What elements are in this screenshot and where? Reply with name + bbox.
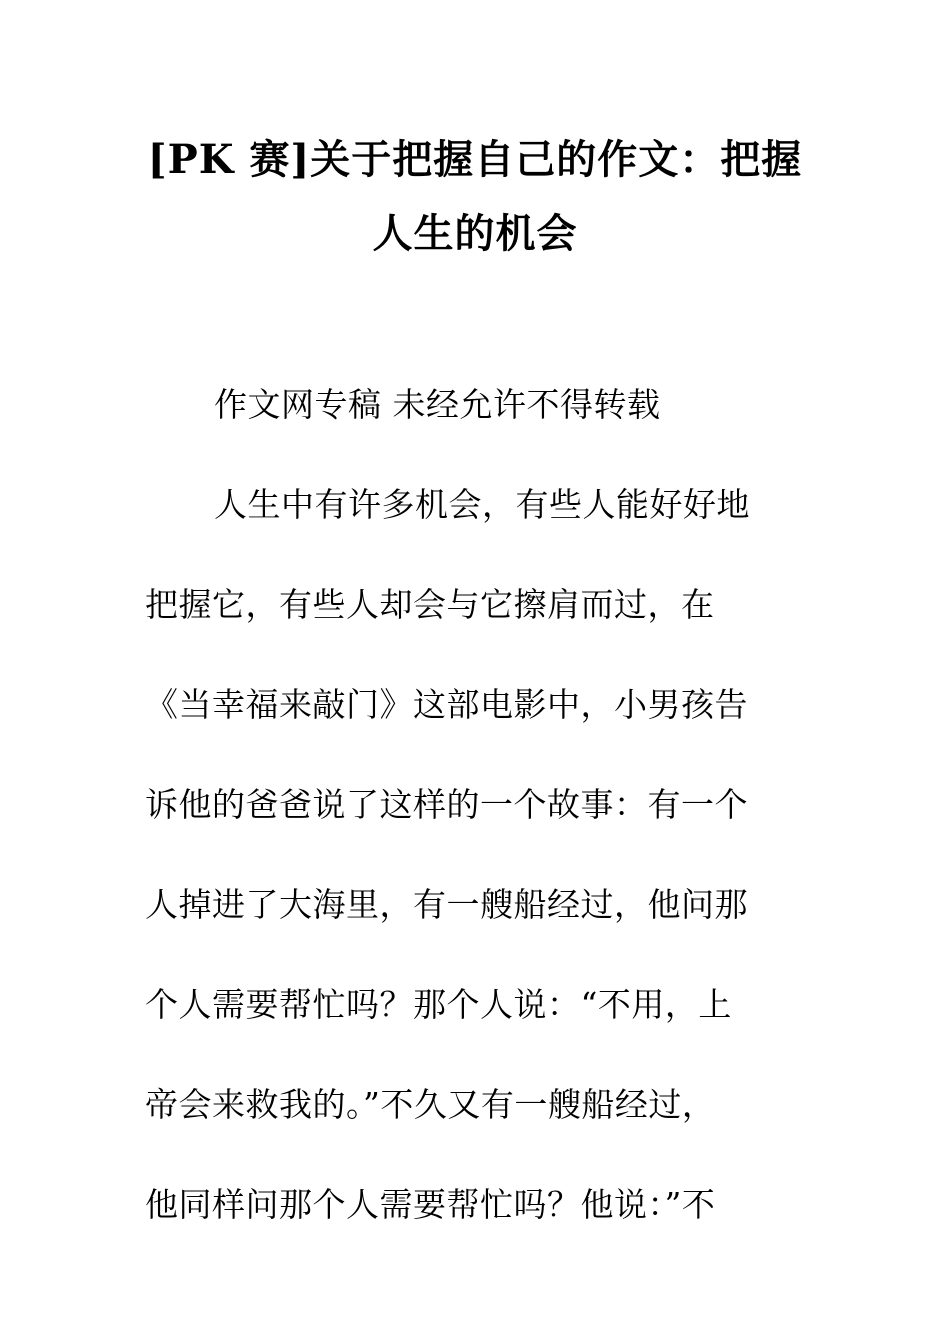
body-line: 把握它，有些人却会与它擦肩而过，在: [145, 585, 715, 624]
body-line: 《当幸福来敲门》这部电影中，小男孩告: [145, 685, 748, 724]
body-line: 诉他的爸爸说了这样的一个故事：有一个: [145, 785, 748, 824]
document-title-line-1: [PK 赛]关于把握自己的作文：把握: [147, 136, 803, 183]
body-line: 他同样问那个人需要帮忙吗？他说：”不: [145, 1185, 716, 1224]
body-line: 人生中有许多机会，有些人能好好地: [214, 485, 750, 524]
document-title-line-2: 人生的机会: [372, 210, 578, 257]
copyright-note: 作文网专稿 未经允许不得转载: [214, 385, 661, 424]
body-line: 人掉进了大海里，有一艘船经过，他问那: [145, 885, 748, 924]
body-line: 个人需要帮忙吗？那个人说：“不用，上: [145, 985, 732, 1024]
body-line: 帝会来救我的。”不久又有一艘船经过，: [145, 1085, 716, 1124]
